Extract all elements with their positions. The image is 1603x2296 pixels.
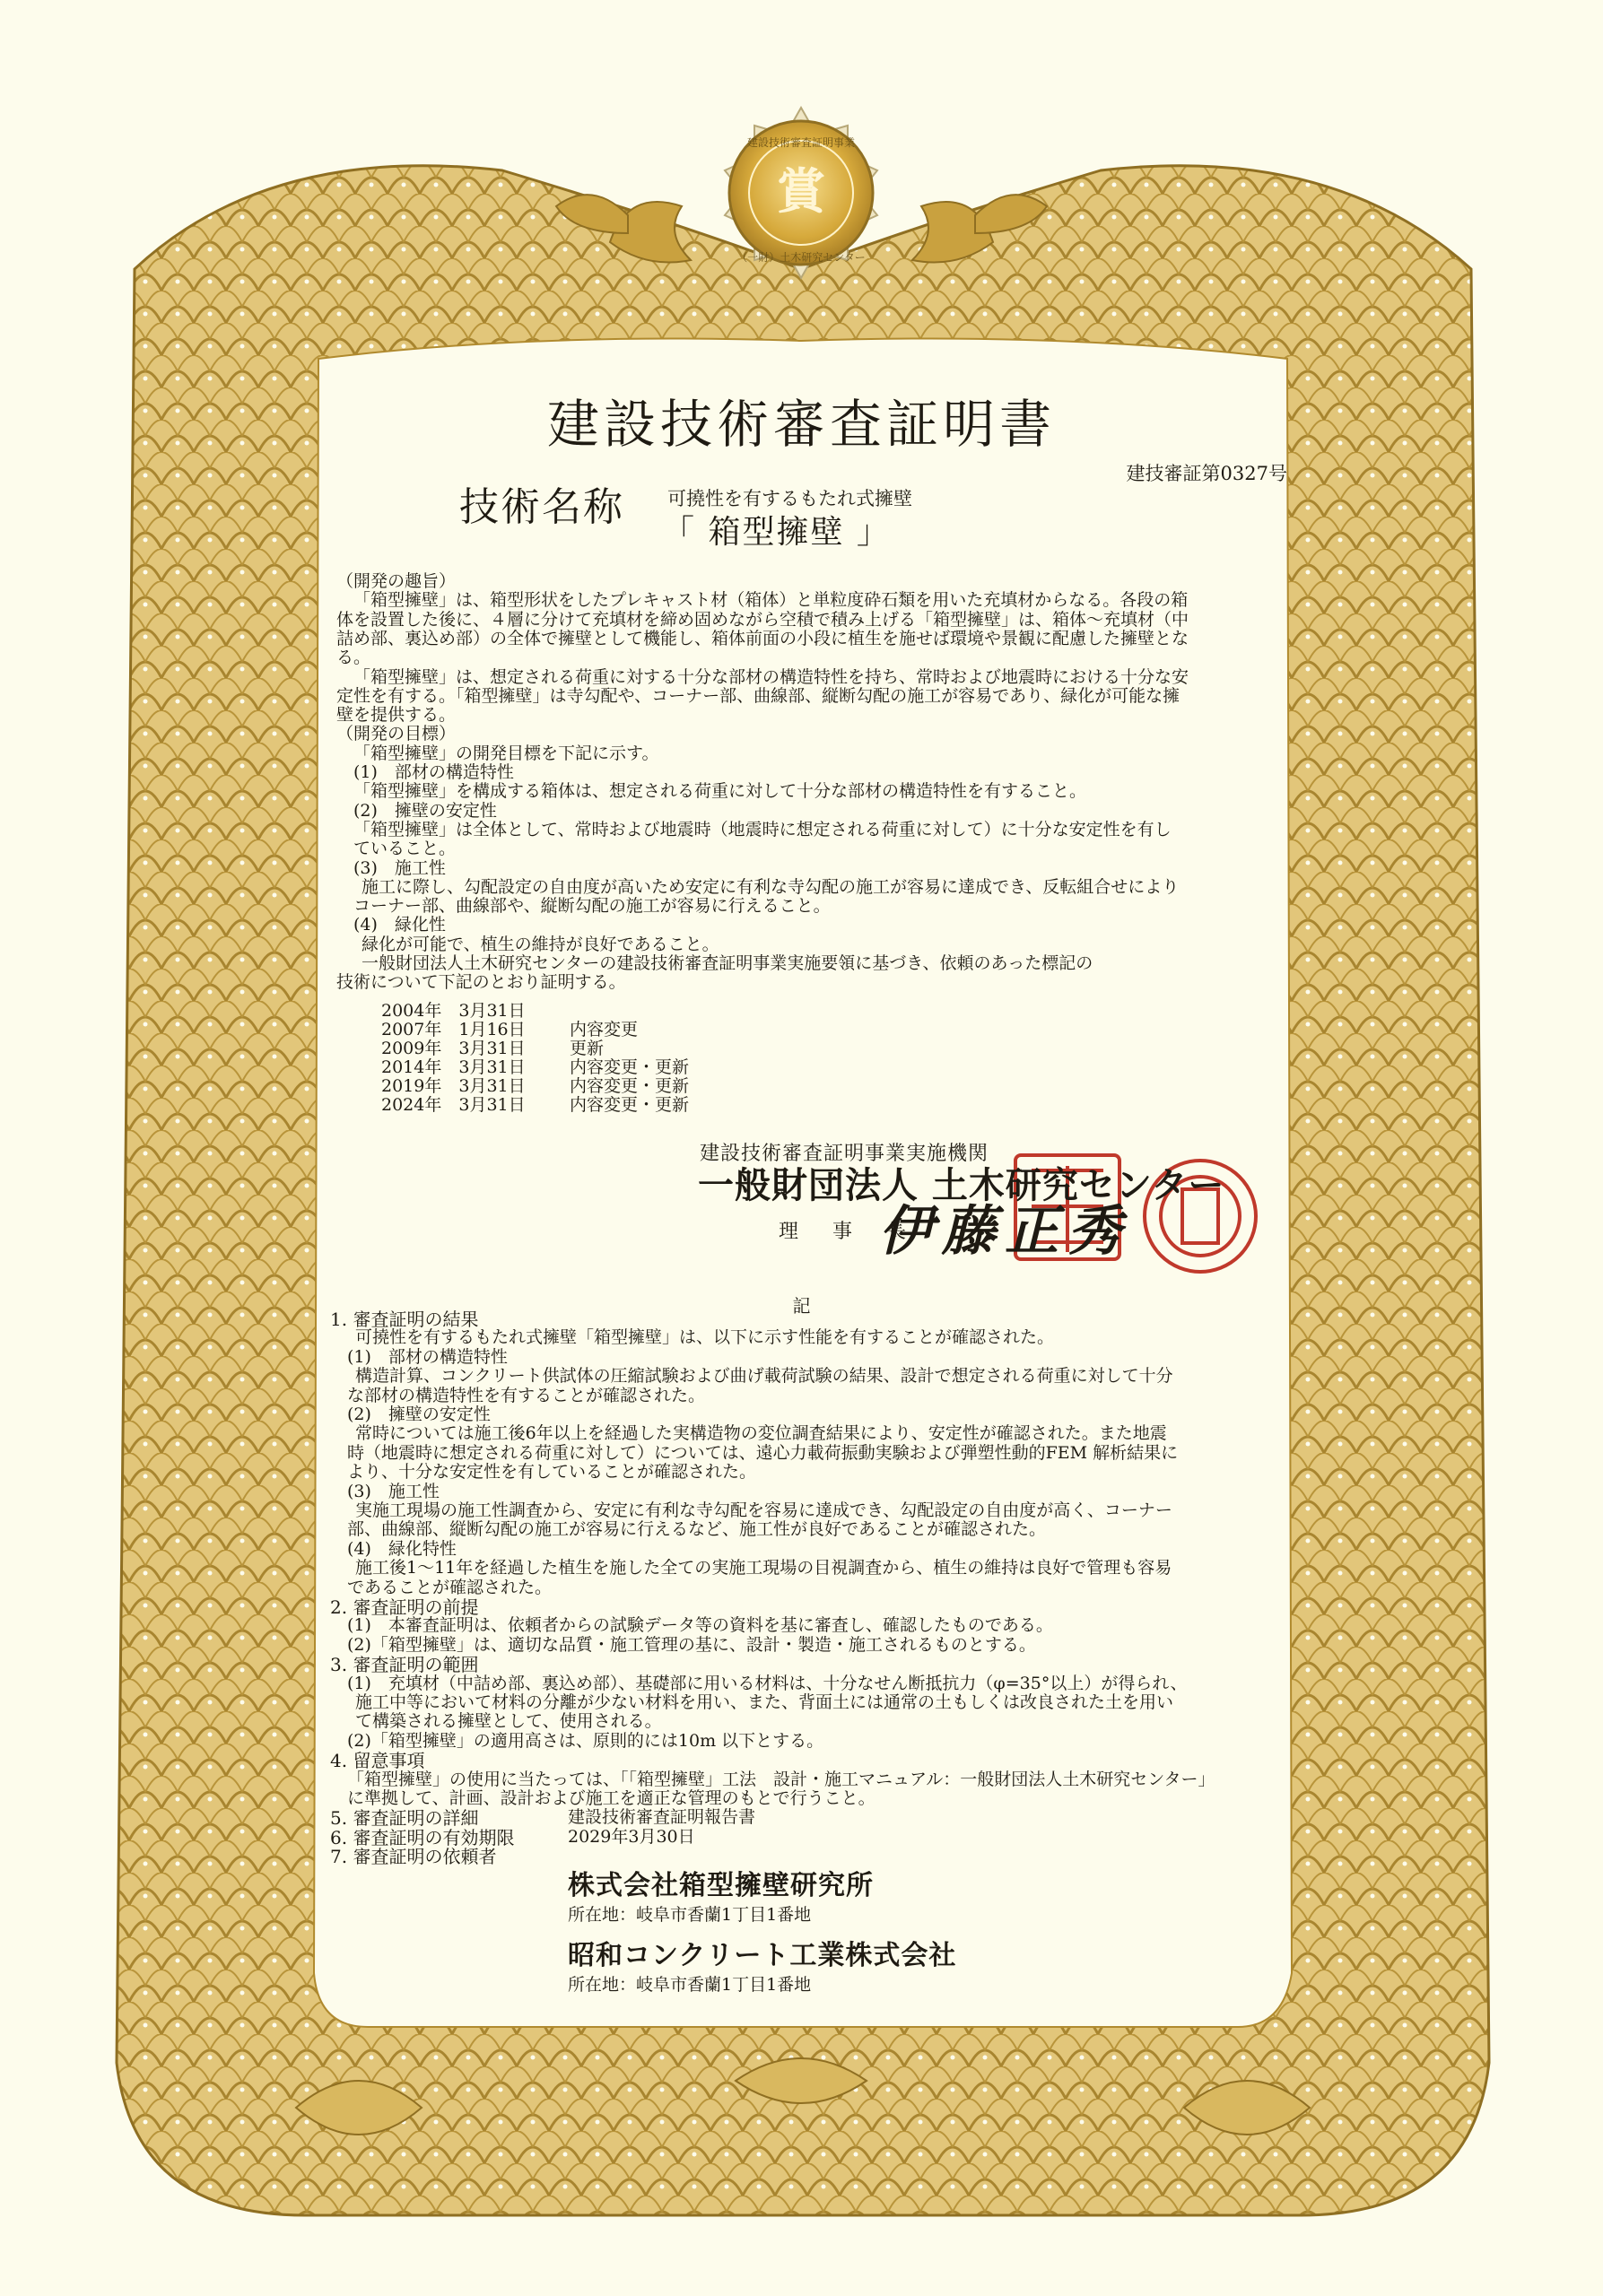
section-heading: 2. 審査証明の前提 [330, 1596, 479, 1618]
text-line: 部、曲線部、縦断勾配の施工が容易に行えるなど、施工性が良好であることが確認された。 [347, 1519, 1047, 1540]
chairman-title: 理 事 長 [779, 1221, 914, 1243]
history-note: 内容変更・更新 [570, 1095, 690, 1115]
text-line: 構造計算、コンクリート供試体の圧縮試験および曲げ載荷試験の結果、設計で想定される荷重に対して十分 [355, 1366, 1173, 1387]
applicant-name: 株式会社箱型擁壁研究所 [568, 1870, 874, 1901]
text-line: （開発の目標） [336, 724, 457, 744]
text-line: (2)「箱型擁壁」の適用高さは、原則的には10m 以下とする。 [347, 1730, 824, 1751]
text-line: 時（地震時に想定される荷重に対して）については、遠心力載荷振動実験および弾塑性動的FEM 解析結果に [347, 1442, 1179, 1463]
section-value: 建設技術審査証明報告書 [568, 1807, 756, 1828]
text-line: (2) 擁壁の安定性 [353, 800, 497, 821]
text-line: 「箱型擁壁」は全体として、常時および地震時（地震時に想定される荷重に対して）に十分な安定性を有し [353, 819, 1172, 839]
text-line: より、十分な安定性を有していることが確認された。 [347, 1462, 757, 1483]
text-line: 常時については施工後6年以上を経過した実構造物の変位調査結果により、安定性が確認された。また地震 [355, 1423, 1167, 1444]
section-heading: 7. 審査証明の依頼者 [330, 1846, 497, 1868]
text-line: (1) 本審査証明は、依頼者からの試験データ等の資料を基に審査し、確認したものである。 [347, 1615, 1053, 1636]
text-line: 「箱型擁壁」は、箱型形状をしたプレキャスト材（箱体）と単粒度砕石類を用いた充填材からなる。各段の箱 [353, 590, 1189, 611]
history-date: 2019年 3月31日 [381, 1076, 526, 1096]
applicant-address: 所在地：岐阜市香蘭1丁目1番地 [568, 1905, 812, 1925]
text-line: 体を設置した後に、４層に分けて充填材を締め固めながら空積で積み上げる「箱型擁壁」は、箱体～充填材（中 [336, 609, 1189, 630]
technology-subtitle: 可撓性を有するもたれ式擁壁 [667, 488, 912, 509]
text-line: (2) 擁壁の安定性 [347, 1405, 491, 1424]
history-date: 2024年 3月31日 [381, 1095, 526, 1115]
technology-name: 「 箱型擁壁 」 [662, 514, 891, 551]
text-line: 一般財団法人土木研究センターの建設技術審査証明事業実施要領に基づき、依頼のあった標記の [362, 953, 1093, 973]
emblem-org-text: （一財）土木研究センター [736, 251, 866, 264]
text-line: 実施工現場の施工性調査から、安定に有利な寺勾配を容易に達成でき、勾配設定の自由度が高く、コーナー [355, 1500, 1172, 1520]
text-line: 「箱型擁壁」を構成する箱体は、想定される荷重に対して十分な部材の構造特性を有すること。 [353, 781, 1087, 802]
text-line: であることが確認された。 [347, 1577, 553, 1597]
applicant-name: 昭和コンクリート工業株式会社 [568, 1940, 957, 1971]
history-note: 内容変更 [570, 1020, 639, 1039]
text-line: 「箱型擁壁」の開発目標を下記に示す。 [353, 743, 659, 763]
text-line: （開発の趣旨） [336, 571, 457, 591]
text-line: 技術について下記のとおり証明する。 [336, 972, 626, 993]
text-line: (1) 部材の構造特性 [347, 1346, 508, 1367]
text-line: に準拠して、計画、設計および施工を適正な管理のもとで行うこと。 [347, 1788, 876, 1808]
section-heading: 6. 審査証明の有効期限 [330, 1826, 515, 1848]
text-line: 詰め部、裏込め部）の全体で擁壁として機能し、箱体前面の小段に植生を施せば環境や景観に配慮した擁壁とな [336, 628, 1189, 648]
text-line: (3) 施工性 [353, 857, 446, 878]
text-line: る。 [336, 648, 371, 668]
text-line: 施工後1～11年を経過した植生を施した全ての実施工現場の目視調査から、植生の維持は良好で管理も容易 [355, 1558, 1172, 1578]
history-note: 更新 [570, 1039, 605, 1058]
emblem-character: 賞 [777, 162, 825, 220]
history-date: 2004年 3月31日 [381, 1001, 526, 1021]
text-line: (3) 施工性 [347, 1481, 440, 1501]
history-date: 2007年 1月16日 [381, 1020, 526, 1039]
applicant-address: 所在地：岐阜市香蘭1丁目1番地 [568, 1975, 812, 1995]
emblem-ring-text: 建設技術審査証明事業 [746, 136, 855, 149]
text-line: (2)「箱型擁壁」は、適切な品質・施工管理の基に、設計・製造・施工されるものとする。 [347, 1634, 1036, 1655]
text-line: 「箱型擁壁」は、想定される荷重に対する十分な部材の構造特性を持ち、常時および地震時における十分な安 [353, 666, 1189, 687]
text-line: (4) 緑化性 [353, 915, 446, 935]
text-line: (4) 緑化特性 [347, 1538, 457, 1559]
section-heading: 1. 審査証明の結果 [330, 1309, 479, 1330]
history-date: 2014年 3月31日 [381, 1057, 526, 1077]
text-line: 緑化が可能で、植生の維持が良好であること。 [362, 934, 719, 954]
certificate-title: 建設技術審査証明書 [546, 394, 1056, 455]
history-note: 内容変更・更新 [570, 1057, 690, 1077]
issuing-body-label: 建設技術審査証明事業実施機関 [700, 1143, 989, 1165]
technology-name-label: 技術名称 [459, 484, 624, 530]
issuing-organization: 一般財団法人 土木研究センター [698, 1164, 1225, 1206]
text-line: コーナー部、曲線部や、縦断勾配の施工が容易に行えること。 [353, 896, 831, 917]
history-note: 内容変更・更新 [570, 1076, 690, 1096]
text-line: 定性を有する。「箱型擁壁」は寺勾配や、コーナー部、曲線部、縦断勾配の施工が容易であり、緑化が可能な擁 [336, 685, 1180, 706]
text-line: ていること。 [353, 839, 457, 859]
text-line: 施工中等において材料の分離が少ない材料を用い、また、背面土には通常の土もしくは改良された土を用い [355, 1692, 1174, 1712]
text-line: 壁を提供する。 [336, 705, 457, 726]
text-line: 「箱型擁壁」の使用に当たっては、「「箱型擁壁」工法 設計・施工マニュアル：一般財団法人土木研究センター」 [347, 1769, 1215, 1789]
text-line: (1) 部材の構造特性 [353, 762, 514, 782]
section-value: 2029年3月30日 [568, 1826, 695, 1847]
text-line: な部材の構造特性を有することが確認された。 [347, 1385, 706, 1405]
section-heading: 4. 留意事項 [330, 1750, 425, 1772]
text-line: 施工に際し、勾配設定の自由度が高いため安定に有利な寺勾配の施工が容易に達成でき、反転組合せにより [362, 876, 1180, 897]
text-line: て構築される擁壁として、使用される。 [355, 1711, 662, 1732]
chairman-signature: 伊藤正秀 [879, 1200, 1130, 1263]
text-line: 可撓性を有するもたれ式擁壁「箱型擁壁」は、以下に示す性能を有することが確認された。 [355, 1327, 1055, 1348]
record-heading: 記 [792, 1295, 811, 1317]
section-heading: 3. 審査証明の範囲 [330, 1654, 479, 1676]
section-heading: 5. 審査証明の詳細 [330, 1807, 479, 1830]
text-line: (1) 充填材（中詰め部、裏込め部）、基礎部に用いる材料は、十分なせん断抵抗力（φ=35°以上）が得られ、 [347, 1673, 1188, 1693]
certificate-number: 建技審証第0327号 [1126, 463, 1287, 484]
history-date: 2009年 3月31日 [381, 1039, 526, 1058]
